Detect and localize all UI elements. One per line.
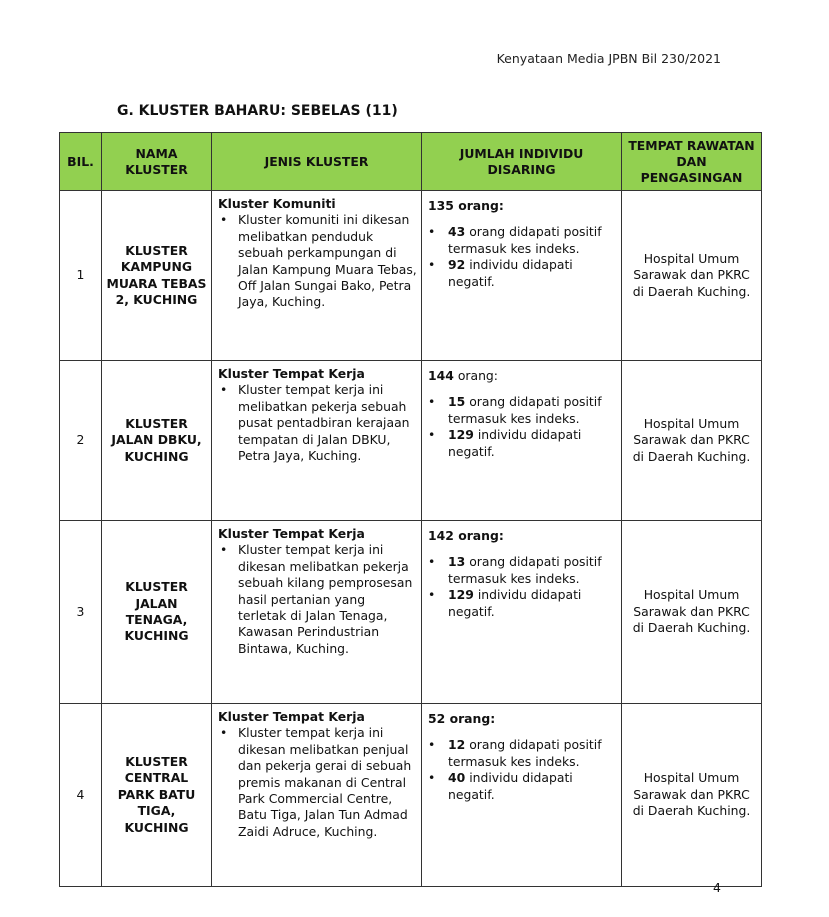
treatment-location: Hospital Umum Sarawak dan PKRC di Daerah Kuching. xyxy=(622,521,762,704)
table-row xyxy=(60,361,762,521)
document-reference: Kenyataan Media JPBN Bil 230/2021 xyxy=(496,51,721,66)
row-number: 4 xyxy=(60,704,102,887)
column-header-nama: NAMA KLUSTER xyxy=(102,133,212,191)
positive-item xyxy=(428,224,617,257)
screening-total-unit: orang: xyxy=(453,528,504,543)
page-number: 4 xyxy=(713,880,721,895)
screening-total-number: 135 xyxy=(428,198,454,213)
screening-total-number: 52 xyxy=(428,711,446,726)
cluster-name: KLUSTER JALAN DBKU, KUCHING xyxy=(102,361,212,521)
negative-count: 129 xyxy=(448,587,474,603)
positive-count: 15 xyxy=(448,394,466,410)
row-number: 1 xyxy=(60,191,102,361)
cluster-table xyxy=(59,132,762,887)
column-header-jumlah: JUMLAH INDIVIDU DISARING xyxy=(422,133,622,191)
cluster-type-cell xyxy=(212,704,422,887)
screening-cell xyxy=(422,191,622,361)
screening-cell xyxy=(422,361,622,521)
cluster-type: Kluster Tempat Kerja xyxy=(218,526,365,541)
bullet-icon: • xyxy=(220,212,228,228)
cluster-description: Kluster komuniti ini dikesan melibatkan penduduk sebuah perkampungan di Jalan Kampung Muara Tebas, Off Jalan Sungai Bako, Petra Jaya, Kuching. xyxy=(238,212,417,310)
column-header-jenis: JENIS KLUSTER xyxy=(212,133,422,191)
bullet-icon: • xyxy=(220,725,228,741)
cluster-name: KLUSTER JALAN TENAGA, KUCHING xyxy=(102,521,212,704)
negative-item xyxy=(428,257,617,290)
cluster-description-item xyxy=(218,212,417,310)
screening-total-number: 144 xyxy=(428,368,454,383)
screening-total-unit: orang: xyxy=(453,368,498,383)
positive-item xyxy=(428,394,617,427)
positive-text: orang didapati positif termasuk kes indeks. xyxy=(448,224,602,256)
positive-count: 43 xyxy=(448,224,466,240)
cluster-description-item xyxy=(218,725,417,840)
cluster-type: Kluster Komuniti xyxy=(218,196,336,211)
negative-text: individu didapati negatif. xyxy=(448,257,573,289)
bullet-icon: • xyxy=(428,737,436,753)
bullet-icon: • xyxy=(428,587,436,603)
negative-item xyxy=(428,770,617,803)
column-header-bil: BIL. xyxy=(60,133,102,191)
cluster-description: Kluster tempat kerja ini dikesan melibatkan pekerja sebuah kilang pemprosesan hasil pertanian yang terletak di Jalan Tenaga, Kawasan Perindustrian Bintawa, Kuching. xyxy=(238,542,413,656)
negative-text: individu didapati negatif. xyxy=(448,427,582,459)
table-row xyxy=(60,191,762,361)
cluster-description-item xyxy=(218,542,417,657)
cluster-type-cell xyxy=(212,191,422,361)
negative-count: 92 xyxy=(448,257,466,273)
bullet-icon: • xyxy=(428,224,436,240)
cluster-type: Kluster Tempat Kerja xyxy=(218,366,365,381)
screening-total-unit: orang: xyxy=(445,711,496,726)
treatment-location: Hospital Umum Sarawak dan PKRC di Daerah Kuching. xyxy=(622,361,762,521)
table-header-row xyxy=(60,133,762,191)
cluster-type-cell xyxy=(212,521,422,704)
positive-item xyxy=(428,737,617,770)
positive-item xyxy=(428,554,617,587)
cluster-name: KLUSTER CENTRAL PARK BATU TIGA, KUCHING xyxy=(102,704,212,887)
screening-total xyxy=(428,198,617,214)
screening-total-unit: orang: xyxy=(453,198,504,213)
treatment-location: Hospital Umum Sarawak dan PKRC di Daerah Kuching. xyxy=(622,704,762,887)
negative-text: individu didapati negatif. xyxy=(448,770,573,802)
bullet-icon: • xyxy=(428,770,436,786)
bullet-icon: • xyxy=(428,257,436,273)
positive-text: orang didapati positif termasuk kes indeks. xyxy=(448,737,602,769)
positive-count: 12 xyxy=(448,737,466,753)
column-header-tempat: TEMPAT RAWATAN DAN PENGASINGAN xyxy=(622,133,762,191)
bullet-icon: • xyxy=(220,542,228,558)
screening-total-number: 142 xyxy=(428,528,454,543)
cluster-description: Kluster tempat kerja ini melibatkan pekerja sebuah pusat pentadbiran kerajaan tempatan di Jalan DBKU, Petra Jaya, Kuching. xyxy=(238,382,410,464)
screening-total xyxy=(428,711,617,727)
screening-cell xyxy=(422,704,622,887)
section-title: G. KLUSTER BAHARU: SEBELAS (11) xyxy=(117,103,398,119)
negative-count: 129 xyxy=(448,427,474,443)
negative-item xyxy=(428,587,617,620)
cluster-type: Kluster Tempat Kerja xyxy=(218,709,365,724)
negative-item xyxy=(428,427,617,460)
cluster-name: KLUSTER KAMPUNG MUARA TEBAS 2, KUCHING xyxy=(102,191,212,361)
bullet-icon: • xyxy=(428,394,436,410)
bullet-icon: • xyxy=(428,554,436,570)
negative-count: 40 xyxy=(448,770,466,786)
row-number: 2 xyxy=(60,361,102,521)
positive-count: 13 xyxy=(448,554,466,570)
table-row xyxy=(60,521,762,704)
positive-text: orang didapati positif termasuk kes indeks. xyxy=(448,394,602,426)
cluster-description-item xyxy=(218,382,417,464)
row-number: 3 xyxy=(60,521,102,704)
screening-cell xyxy=(422,521,622,704)
positive-text: orang didapati positif termasuk kes indeks. xyxy=(448,554,602,586)
bullet-icon: • xyxy=(428,427,436,443)
treatment-location: Hospital Umum Sarawak dan PKRC di Daerah Kuching. xyxy=(622,191,762,361)
cluster-description: Kluster tempat kerja ini dikesan melibatkan penjual dan pekerja gerai di sebuah premis makanan di Central Park Commercial Centre, Batu Tiga, Jalan Tun Admad Zaidi Adruce, Kuching. xyxy=(238,725,412,839)
table-row xyxy=(60,704,762,887)
screening-total xyxy=(428,368,617,384)
bullet-icon: • xyxy=(220,382,228,398)
screening-total xyxy=(428,528,617,544)
cluster-type-cell xyxy=(212,361,422,521)
negative-text: individu didapati negatif. xyxy=(448,587,582,619)
